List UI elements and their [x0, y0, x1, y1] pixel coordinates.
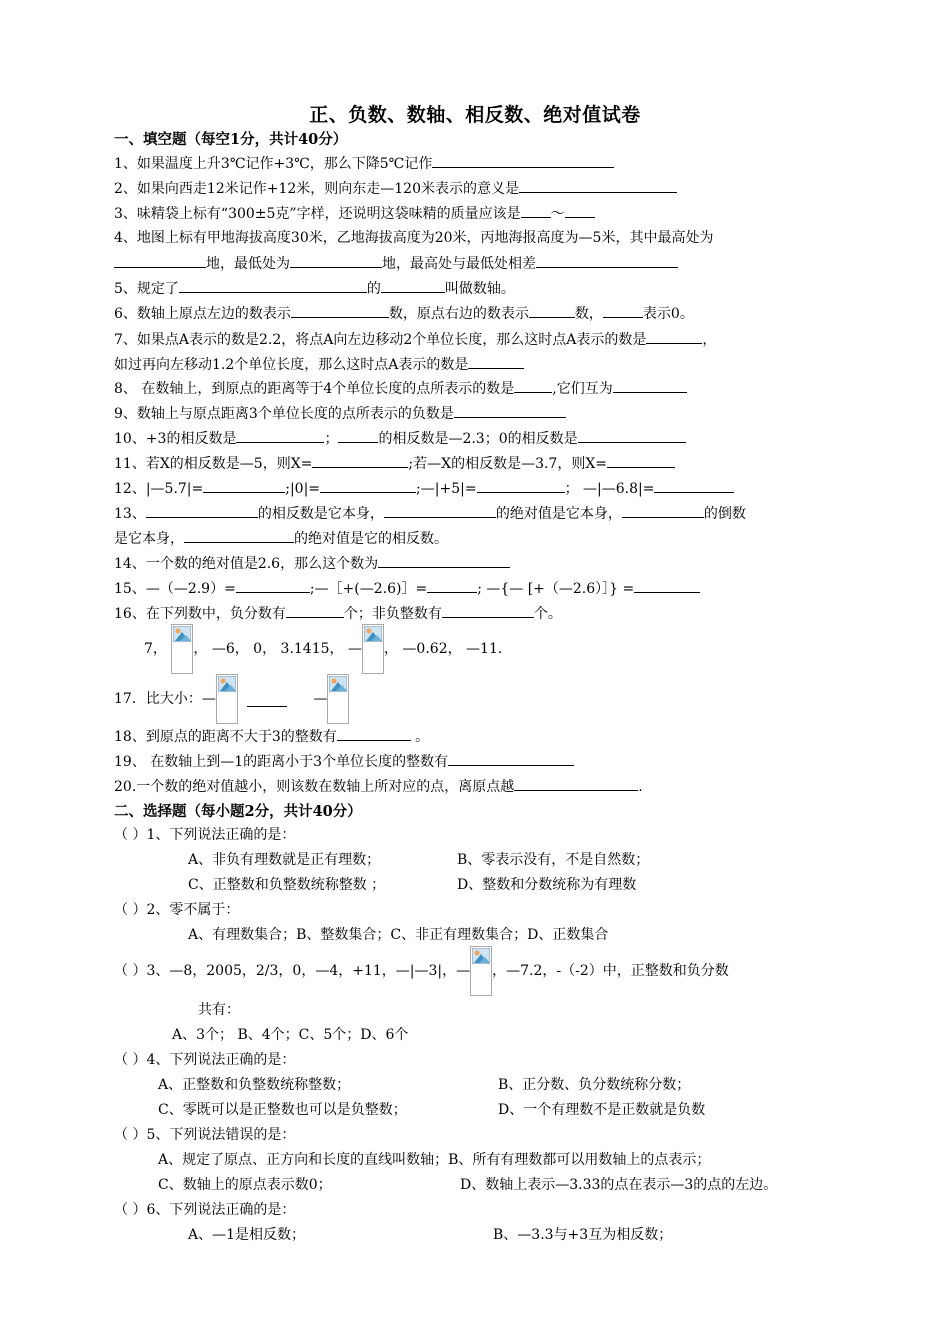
- question-19: 19、 在数轴上到—1的距离小于3个单位长度的整数有: [114, 751, 574, 771]
- question-8: 8、 在数轴上，到原点的距离等于4个单位长度的点所表示的数是 ,它们互为: [114, 378, 687, 398]
- question-20: 20.一个数的绝对值越小，则该数在数轴上所对应的点，离原点越 .: [114, 776, 643, 796]
- answer-blank[interactable]: [603, 303, 643, 318]
- section-multiple-choice: 二、选择题（每小题2分，共计40分）: [114, 803, 362, 820]
- answer-blank[interactable]: [578, 428, 686, 443]
- answer-blank[interactable]: [291, 303, 389, 318]
- broken-image-icon: [171, 624, 193, 674]
- question-16-numbers: 7， ， —6， 0， 3.1415， — ， —0.62， —11.: [144, 624, 502, 674]
- section-fill-in: 一、填空题（每空1分，共计40分）: [114, 131, 348, 148]
- question-5: 5、规定了 的 叫做数轴。: [114, 278, 515, 298]
- mc-4-option-b[interactable]: B、正分数、负分数统称分数；: [498, 1077, 691, 1093]
- mc-1-option-d[interactable]: D、整数和分数统称为有理数: [457, 877, 637, 893]
- answer-blank[interactable]: [654, 478, 734, 493]
- answer-blank[interactable]: [634, 578, 700, 593]
- mc-1-option-a[interactable]: A、非负有理数就是正有理数；: [188, 852, 381, 868]
- mc-5-option-ab[interactable]: A、规定了原点、正方向和长度的直线叫数轴；B、所有有理数都可以用数轴上的点表示；: [158, 1152, 711, 1168]
- answer-blank[interactable]: [378, 553, 510, 568]
- answer-blank[interactable]: [448, 751, 574, 766]
- broken-image-icon: [327, 674, 349, 724]
- mc-6-option-a[interactable]: A、—1是相反数；: [188, 1227, 306, 1243]
- answer-blank[interactable]: [236, 428, 324, 443]
- answer-blank[interactable]: [514, 776, 638, 791]
- mc-question-6: （ ）6、下列说法正确的是：: [114, 1202, 296, 1218]
- mc-1-option-c[interactable]: C、正整数和负整数统称整数 ；: [188, 877, 386, 893]
- answer-blank[interactable]: [236, 578, 310, 593]
- answer-blank[interactable]: [454, 403, 566, 418]
- mc-1-option-b[interactable]: B、零表示没有，不是自然数；: [457, 852, 650, 868]
- answer-blank[interactable]: [519, 178, 677, 193]
- answer-blank[interactable]: [477, 478, 565, 493]
- question-2: 2、如果向西走12米记作+12米，则向东走—120米表示的意义是: [114, 178, 677, 198]
- mc-question-3: （ ）3、—8，2005，2/3，0，—4，+11，—|—3|，— ，—7.2，-（-2）中，正整数和负分数: [114, 946, 729, 996]
- question-13-cont: 是它本身， 的绝对值是它的相反数。: [114, 528, 448, 548]
- compare-blank[interactable]: [247, 692, 287, 707]
- mc-5-option-d[interactable]: D、数轴上表示—3.33的点在表示—3的点的左边。: [460, 1177, 778, 1193]
- mc-2-options[interactable]: A、有理数集合；B、整数集合；C、非正有理数集合；D、正数集合: [188, 927, 609, 943]
- answer-blank[interactable]: [607, 453, 675, 468]
- mc-question-1: （ ）1、下列说法正确的是：: [114, 827, 296, 843]
- answer-blank[interactable]: [320, 478, 416, 493]
- answer-blank[interactable]: [427, 578, 477, 593]
- question-18: 18、到原点的距离不大于3的整数有 。: [114, 726, 429, 746]
- question-17: 17．比大小：— —: [114, 674, 349, 724]
- answer-blank[interactable]: [529, 303, 575, 318]
- answer-blank[interactable]: [381, 278, 445, 293]
- answer-blank[interactable]: [114, 253, 206, 268]
- answer-blank[interactable]: [290, 253, 382, 268]
- answer-blank[interactable]: [514, 378, 552, 393]
- question-15: 15、—（—2.9）= ;—［+(—2.6)］= ; —{— [+（—2.6）］} =: [114, 578, 700, 598]
- answer-blank[interactable]: [442, 603, 534, 618]
- answer-blank[interactable]: [146, 503, 258, 518]
- mc-4-option-a[interactable]: A、正整数和负整数统称整数；: [158, 1077, 351, 1093]
- question-9: 9、数轴上与原点距离3个单位长度的点所表示的负数是: [114, 403, 566, 423]
- question-16: 16、在下列数中，负分数有 个；非负整数有 个。: [114, 603, 562, 623]
- answer-blank[interactable]: [536, 253, 678, 268]
- question-13: 13、 的相反数是它本身， 的绝对值是它本身， 的倒数: [114, 503, 746, 523]
- answer-blank[interactable]: [613, 378, 687, 393]
- question-4: 4、地图上标有甲地海拔高度30米，乙地海拔高度为20米，丙地海报高度为—5米，其中最高处为: [114, 230, 714, 246]
- answer-blank[interactable]: [432, 153, 614, 168]
- question-7: 7、如果点A表示的数是2.2，将点A向左边移动2个单位长度，那么这时点A表示的数是 ，: [114, 329, 716, 349]
- answer-blank[interactable]: [286, 603, 344, 618]
- answer-blank[interactable]: [179, 278, 367, 293]
- mc-question-5: （ ）5、下列说法错误的是：: [114, 1127, 296, 1143]
- question-7-cont: 如过再向左移动1.2个单位长度，那么这时点A表示的数是: [114, 354, 524, 374]
- broken-image-icon: [362, 624, 384, 674]
- answer-blank[interactable]: [337, 726, 411, 741]
- answer-blank[interactable]: [565, 203, 595, 218]
- mc-3-options[interactable]: A、3个； B、4个；C、5个；D、6个: [172, 1027, 409, 1043]
- question-10: 10、+3的相反数是 ； 的相反数是—2.3；0的相反数是: [114, 428, 686, 448]
- question-6: 6、数轴上原点左边的数表示 数，原点右边的数表示 数， 表示0。: [114, 303, 694, 323]
- answer-blank[interactable]: [184, 528, 294, 543]
- broken-image-icon: [216, 674, 238, 724]
- answer-blank[interactable]: [203, 478, 285, 493]
- mc-6-option-b[interactable]: B、—3.3与+3互为相反数；: [493, 1227, 673, 1243]
- mc-5-option-c[interactable]: C、数轴上的原点表示数0；: [158, 1177, 332, 1193]
- answer-blank[interactable]: [521, 203, 551, 218]
- page-title: 正、负数、数轴、相反数、绝对值试卷: [309, 104, 641, 126]
- question-11: 11、若X的相反数是—5，则X= ;若—X的相反数是—3.7，则X=: [114, 453, 675, 473]
- answer-blank[interactable]: [384, 503, 496, 518]
- answer-blank[interactable]: [338, 428, 378, 443]
- broken-image-icon: [470, 946, 492, 996]
- mc-question-2: （ ）2、零不属于：: [114, 902, 240, 918]
- answer-blank[interactable]: [622, 503, 704, 518]
- answer-blank[interactable]: [646, 329, 702, 344]
- question-12: 12、|—5.7|= ;|0|= ;—|+5|= ； —|—6.8|=: [114, 478, 734, 498]
- question-3: 3、味精袋上标有“300±5克”字样，还说明这袋味精的质量应该是 ～: [114, 203, 595, 223]
- answer-blank[interactable]: [312, 453, 408, 468]
- question-14: 14、一个数的绝对值是2.6，那么这个数为: [114, 553, 510, 573]
- question-4-cont: 地，最低处为 地，最高处与最低处相差: [114, 253, 678, 273]
- mc-4-option-d[interactable]: D、一个有理数不是正数就是负数: [498, 1102, 706, 1118]
- answer-blank[interactable]: [468, 354, 524, 369]
- question-1: 1、如果温度上升3℃记作+3℃，那么下降5℃记作: [114, 153, 614, 173]
- mc-question-4: （ ）4、下列说法正确的是：: [114, 1052, 296, 1068]
- mc-3-cont: 共有：: [198, 1002, 240, 1018]
- mc-4-option-c[interactable]: C、零既可以是正整数也可以是负整数；: [158, 1102, 407, 1118]
